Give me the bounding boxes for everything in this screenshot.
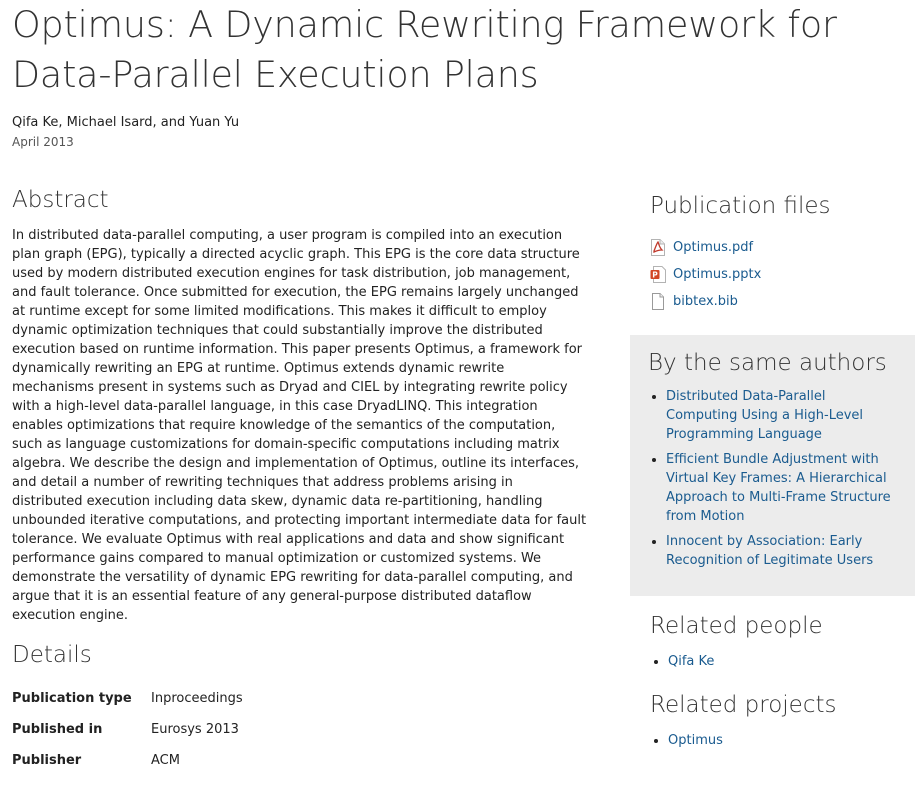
publication-files-heading: Publication files [650, 193, 831, 219]
same-authors-link[interactable]: Innocent by Association: Early Recognition of Legitimate Users [666, 534, 874, 568]
details-value: ACM [151, 753, 180, 768]
related-projects-list [650, 731, 901, 750]
file-link-pptx[interactable]: Optimus.pptx [673, 267, 762, 282]
same-authors-heading: By the same authors [648, 350, 887, 376]
file-link-bib[interactable]: bibtex.bib [673, 294, 738, 309]
related-people-list [650, 652, 901, 671]
publication-files-list [650, 234, 901, 315]
details-row-published-in [12, 714, 243, 745]
details-value: Eurosys 2013 [151, 722, 239, 737]
same-authors-link[interactable]: Distributed Data-Parallel Computing Using a High-Level Programming Language [666, 389, 864, 442]
same-authors-list [648, 387, 901, 570]
file-link-pdf[interactable]: Optimus.pdf [673, 240, 754, 255]
publication-files-section [630, 190, 915, 315]
related-projects-section [630, 689, 915, 750]
list-item [666, 387, 901, 444]
file-item-pptx [650, 261, 901, 288]
list-item [666, 532, 901, 570]
publication-date: April 2013 [12, 135, 74, 149]
details-row-publisher [12, 745, 243, 776]
same-authors-link[interactable]: Efficient Bundle Adjustment with Virtual Key Frames: A Hierarchical Approach to Multi-Frame Structure from Motion [666, 452, 891, 524]
details-label: Publication type [12, 691, 132, 706]
pptx-file-icon [650, 266, 666, 283]
main-content [12, 184, 592, 776]
details-heading: Details [12, 642, 92, 668]
authors-line: Qifa Ke, Michael Isard, and Yuan Yu [12, 115, 240, 130]
related-people-heading: Related people [650, 613, 823, 639]
details-table [12, 683, 243, 776]
details-label: Publisher [12, 753, 82, 768]
file-item-pdf [650, 234, 901, 261]
file-item-bib [650, 288, 901, 315]
pdf-file-icon [650, 239, 666, 256]
related-project-link[interactable]: Optimus [668, 733, 723, 748]
svg-text:P: P [652, 270, 658, 280]
list-item [668, 731, 901, 750]
page-title: Optimus: A Dynamic Rewriting Framework for Data-Parallel Execution Plans [12, 3, 837, 96]
sidebar [630, 190, 915, 750]
related-people-section [630, 610, 915, 671]
same-authors-panel [630, 335, 915, 596]
details-row-type [12, 683, 243, 714]
list-item [668, 652, 901, 671]
abstract-heading: Abstract [12, 187, 109, 213]
details-label: Published in [12, 722, 103, 737]
abstract-text: In distributed data-parallel computing, a user program is compiled into an execution plan graph (EPG), typically a directed acyclic graph. This EPG is the core data structure used by modern distributed execution engines for task distribution, job management, and fault tolerance. Once submitted for execution, the EPG remains largely unchanged at runtime except for some limited modifications. This makes it difficult to employ dynamic optimization techniques that could substantially improve the distributed execution based on runtime information. This paper presents Optimus, a framework for dynamically rewriting an EPG at runtime. Optimus extends dynamic rewrite mechanisms present in systems such as Dryad and CIEL by integrating rewrite policy with a high-level data-parallel language, in this case DryadLINQ. This integration enables optimizations that require knowledge of the semantics of the computation, such as language customizations for domain-specific computations including matrix algebra. We describe the design and implementation of Optimus, outline its interfaces, and detail a number of rewriting techniques that address problems arising in distributed execution including data skew, dynamic data re-partitioning, handling unbounded iterative computations, and protecting important intermediate data for fault tolerance. We evaluate Optimus with real applications and data and show significant performance gains compared to manual optimization or customized systems. We demonstrate the versatility of dynamic EPG rewriting for data-parallel computing, and argue that it is an essential feature of any general-purpose distributed dataflow execution engine. [12, 228, 587, 623]
blank-file-icon [650, 293, 666, 310]
related-projects-heading: Related projects [650, 692, 837, 718]
related-person-link[interactable]: Qifa Ke [668, 654, 715, 669]
details-value: Inproceedings [151, 691, 243, 706]
list-item [666, 450, 901, 526]
